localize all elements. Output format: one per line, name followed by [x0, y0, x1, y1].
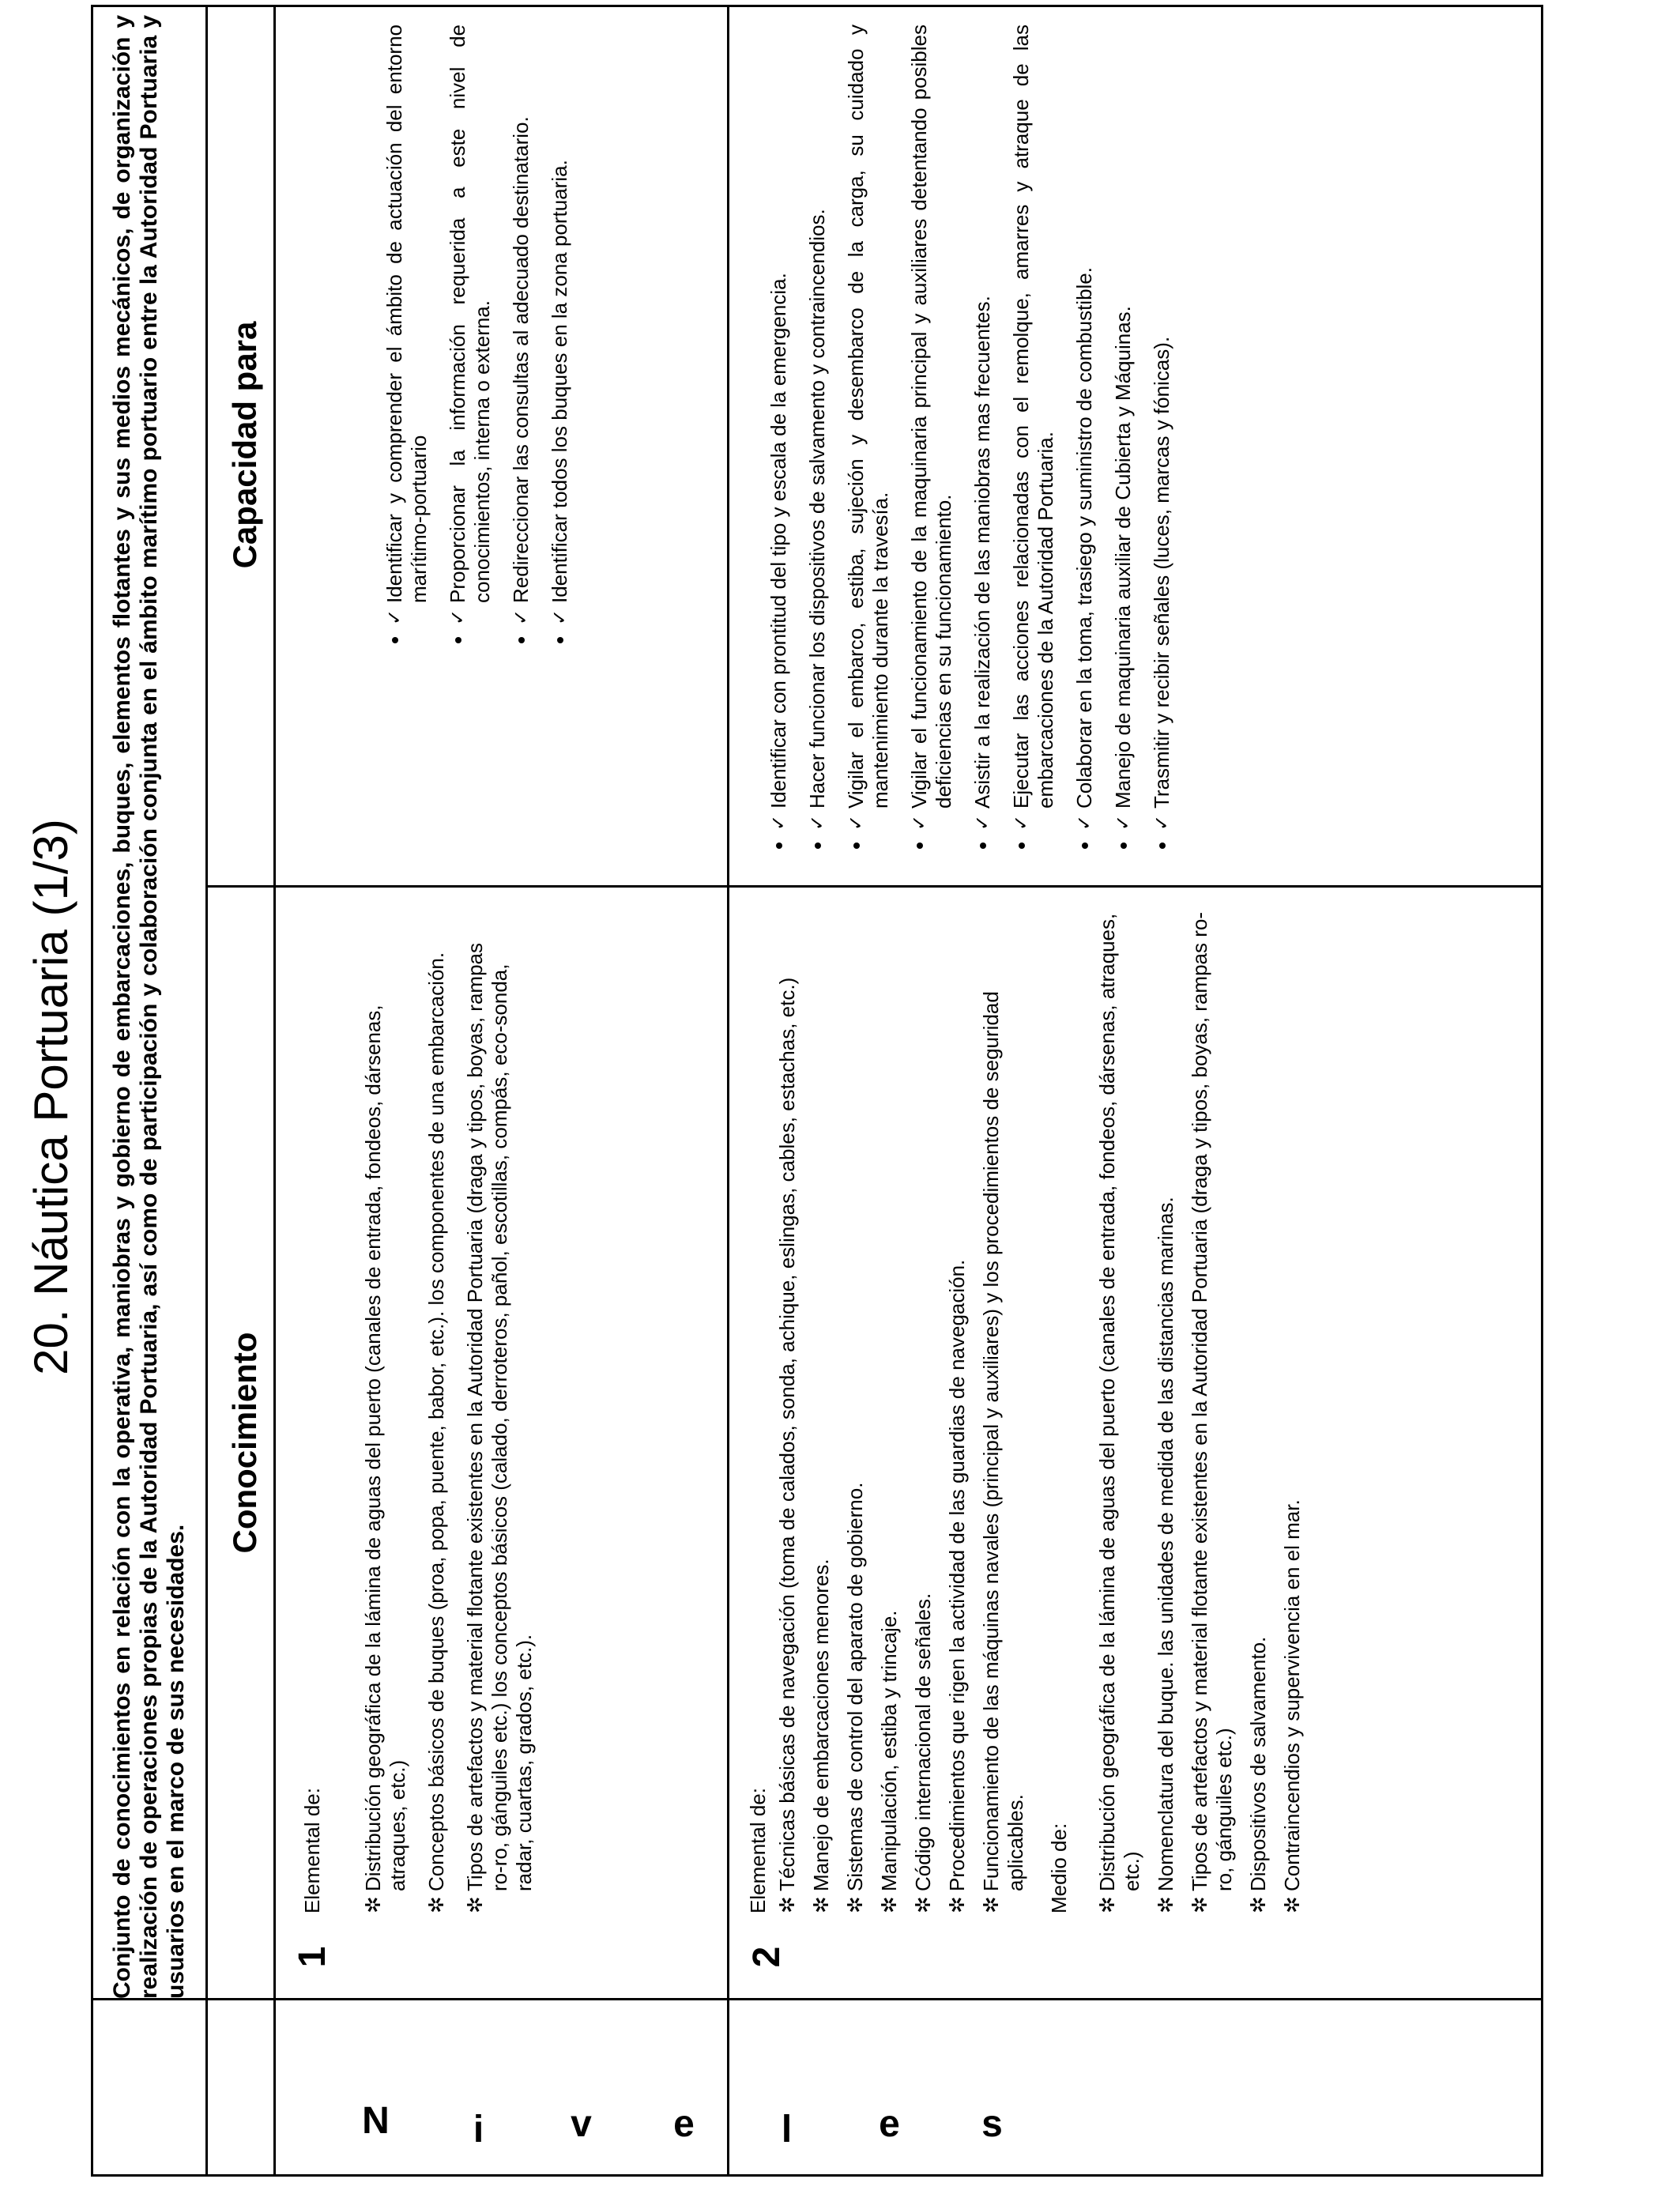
niveles-letter: e [879, 2103, 900, 2146]
level-1-capacidad [362, 25, 593, 657]
niveles-letter: v [571, 2103, 592, 2146]
list-item: • ✓ Proporcionar la información requerida a este nivel de conocimientos, interna o externa. [446, 25, 495, 625]
list-item: ✲ Contraincendios y supervivencia en el mar. [1280, 1499, 1304, 1913]
list-item: ✲ Funcionamiento de las máquinas navales (principal y auxiliares) y los procedimientos de seguridad aplicables. [979, 991, 1027, 1913]
check-bullet-icon: • ✓ [447, 609, 469, 625]
list-item: • ✓ Vigilar el funcionamiento de la maquinaria principal y auxiliares detentando posibles deficiencias en su funcionamiento. [907, 25, 956, 831]
header-conocimiento: Conocimiento [226, 1332, 263, 1554]
gear-bullet-icon: ✲ [843, 1896, 867, 1913]
list-item: ✲ Procedimientos que rigen la actividad de las guardias de navegación. [945, 1259, 969, 1913]
niveles-letter: e [673, 2103, 695, 2146]
check-bullet-icon: • ✓ [972, 814, 993, 831]
level-2-conocimiento-list [775, 902, 1028, 1913]
list-item: ✲ Manejo de embarcaciones menores. [809, 1559, 833, 1913]
intro-paragraph: Conjunto de conocimientos en relación con la operativa, maniobras y gobierno de embarcaciones, buques, elementos flotantes y sus medios mecánicos, de organización y realización de operaciones propias de la Autoridad Portuaria, así como de participación y colaboración conjunta en el ámbito marítimo portuario entre la Autoridad Portuaria y usuarios en el marco de sus necesidades. [109, 15, 189, 1999]
list-item: • ✓ Hacer funcionar los dispositivos de salvamento y contraincendios. [805, 25, 830, 831]
check-bullet-icon: • ✓ [510, 609, 532, 625]
list-item: • ✓ Redireccionar las consultas al adecuado destinatario. [509, 25, 533, 625]
list-item: ✲ Técnicas básicas de navegación (toma de calados, sonda, achique, eslingas, cables, estachas, etc.) [775, 977, 799, 1913]
check-bullet-icon: • ✓ [909, 814, 930, 831]
check-bullet-icon: • ✓ [846, 814, 867, 831]
niveles-letter: i [473, 2108, 484, 2151]
gear-bullet-icon: ✲ [424, 1896, 448, 1913]
gear-bullet-icon: ✲ [1246, 1896, 1270, 1913]
gear-bullet-icon: ✲ [1154, 1896, 1177, 1913]
level-1-conocimiento [300, 918, 551, 1913]
list-item: ✲ Conceptos básicos de buques (proa, popa, puente, babor, etc.). los componentes de una embarcación. [424, 952, 448, 1913]
list-item: ✲ Tipos de artefactos y material flotante existentes en la Autoridad Portuaria (draga y tipos, boyas, rampas ro-ro, gánguiles etc.) [1188, 912, 1236, 1913]
list-item: • ✓ Asistir a la realización de las maniobras mas frecuentes. [970, 25, 995, 831]
header-capacidad: Capacidad para [226, 321, 263, 569]
page-title: 20. Náutica Portuaria (1/3) [24, 819, 77, 1375]
check-bullet-icon: • ✓ [384, 609, 405, 625]
gear-bullet-icon: ✲ [1188, 1896, 1211, 1913]
check-bullet-icon: • ✓ [768, 814, 789, 831]
list-item: • ✓ Manejo de maquinaria auxiliar de Cubierta y Máquinas. [1111, 25, 1136, 831]
intro-divider [205, 7, 208, 2174]
list-item: • ✓ Trasmitir y recibir señales (luces, marcas y fónicas). [1150, 25, 1174, 831]
level-1-lead: Elemental de: [300, 1788, 324, 1913]
level-2-lead-medio: Medio de: [1047, 1823, 1071, 1913]
level-1-number: 1 [292, 1946, 333, 1968]
list-item: ✲ Manipulación, estiba y trincaje. [877, 1610, 901, 1913]
list-item: • ✓ Identificar con prontitud del tipo y escala de la emergencia. [767, 25, 791, 831]
level-2-capacidad [746, 25, 1195, 862]
level-1-capacidad-list [382, 25, 572, 657]
level-2-number: 2 [746, 1946, 788, 1968]
level-1-conocimiento-list [361, 918, 537, 1913]
gear-bullet-icon: ✲ [979, 1896, 1003, 1913]
gear-bullet-icon: ✲ [809, 1896, 833, 1913]
gear-bullet-icon: ✲ [1280, 1896, 1304, 1913]
gear-bullet-icon: ✲ [877, 1896, 901, 1913]
list-item: • ✓ Colaborar en la toma, trasiego y suministro de combustible. [1072, 25, 1097, 831]
list-item: • ✓ Ejecutar las acciones relacionadas con el remolque, amarres y atraque de las embarcaciones de la Autoridad Portuaria. [1009, 25, 1058, 831]
list-item: • ✓ Identificar y comprender el ámbito de actuación del entorno marítimo-portuario [382, 25, 431, 625]
list-item: • ✓ Vigilar el embarco, estiba, sujeción y desembarco de la carga, su cuidado y mantenimiento durante la travesía. [844, 25, 893, 831]
gear-bullet-icon: ✲ [1095, 1896, 1119, 1913]
check-bullet-icon: • ✓ [549, 609, 571, 625]
list-item: • ✓ Identificar todos los buques en la zona portuaria. [548, 25, 572, 625]
niveles-letter: N [362, 2100, 390, 2143]
header-divider [273, 7, 276, 2000]
list-item: ✲ Sistemas de control del aparato de gobierno. [843, 1482, 867, 1913]
level-2-conocimiento [746, 902, 1314, 1913]
gear-bullet-icon: ✲ [463, 1896, 487, 1913]
level-divider [727, 7, 729, 2174]
gear-bullet-icon: ✲ [911, 1896, 935, 1913]
check-bullet-icon: • ✓ [1074, 814, 1095, 831]
list-item: ✲ Dispositivos de salvamento. [1246, 1636, 1270, 1913]
check-bullet-icon: • ✓ [1151, 814, 1173, 831]
niveles-letter: l [781, 2108, 793, 2151]
list-item: ✲ Distribución geográfica de la lámina de aguas del puerto (canales de entrada, fondeos, dársenas, atraques, etc.) [1095, 913, 1143, 1913]
list-item: ✲ Nomenclatura del buque. las unidades de medida de las distancias marinas. [1154, 1197, 1177, 1913]
level-2-capacidad-list [767, 25, 1174, 862]
check-bullet-icon: • ✓ [1113, 814, 1134, 831]
list-item: ✲ Distribución geográfica de la lámina de aguas del puerto (canales de entrada, fondeos, dársenas, atraques, etc.) [361, 1005, 409, 1913]
column-divider [205, 885, 1541, 888]
list-item: ✲ Código internacional de señales. [911, 1593, 935, 1913]
gear-bullet-icon: ✲ [775, 1896, 799, 1913]
gear-bullet-icon: ✲ [945, 1896, 969, 1913]
check-bullet-icon: • ✓ [1011, 814, 1032, 831]
check-bullet-icon: • ✓ [807, 814, 828, 831]
competency-table [91, 5, 1543, 2177]
list-item: ✲ Tipos de artefactos y material flotante existentes en la Autoridad Portuaria (draga y tipos, boyas, rampas ro-ro, gánguiles etc.) los conceptos básicos (calado, derroteros, pañol, escotillas, compás, eco-sonda, radar, cuartas, grados, etc.). [463, 943, 536, 1913]
niveles-divider [273, 2000, 276, 2174]
level-2-conocimiento-list-medio [1095, 902, 1305, 1913]
gear-bullet-icon: ✲ [361, 1896, 385, 1913]
level-2-lead: Elemental de: [746, 1788, 770, 1913]
niveles-letter: s [981, 2103, 1003, 2146]
